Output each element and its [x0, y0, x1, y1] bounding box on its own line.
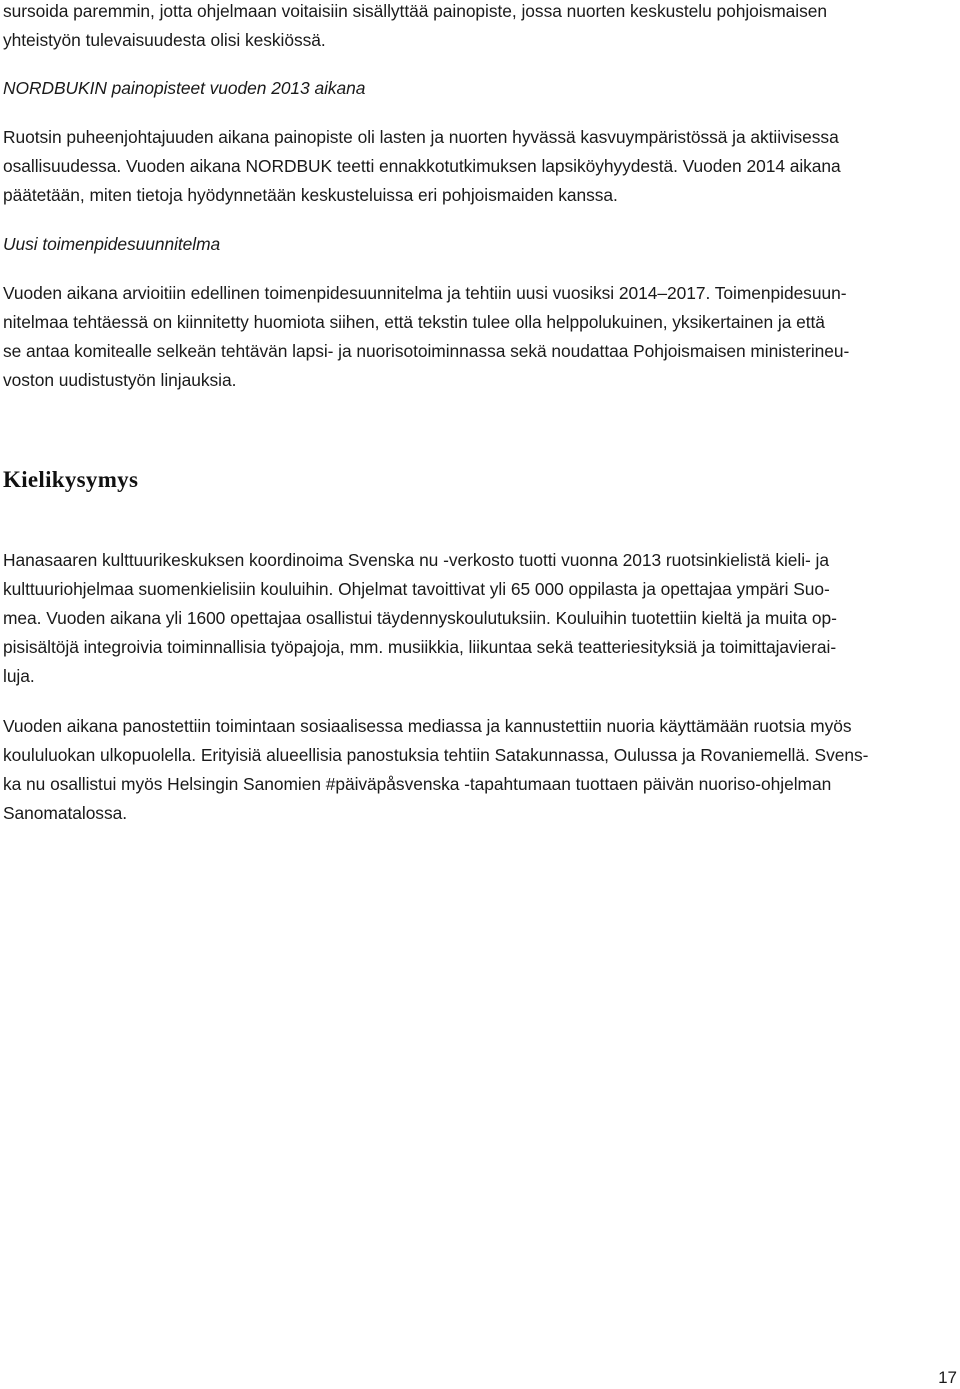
language-para1-line: luja. — [3, 666, 35, 686]
plan-line: voston uudistustyön linjauksia. — [3, 370, 237, 390]
language-para2-line: Vuoden aikana panostettiin toimintaan sosiaalisessa mediassa ja kannustettiin nuoria käyttämään ruotsia myös — [3, 716, 852, 736]
language-para1-line: mea. Vuoden aikana yli 1600 opettajaa osallistui täydennyskoulutuksiin. Kouluihin tuotettiin kieltä ja muita op- — [3, 608, 837, 628]
plan-line: se antaa komitealle selkeän tehtävän lapsi- ja nuorisotoiminnassa sekä noudattaa Pohjoismaisen ministerineu- — [3, 341, 850, 361]
section-heading-kielikysymys: Kielikysymys — [3, 467, 139, 492]
intro-line: sursoida paremmin, jotta ohjelmaan voitaisiin sisällyttää painopiste, jossa nuorten keskustelu pohjoismaisen — [3, 1, 827, 21]
nordbuk-line: osallisuudessa. Vuoden aikana NORDBUK teetti ennakkotutkimuksen lapsiköyhyydestä. Vuoden 2014 aikana — [3, 156, 841, 176]
language-para2-line: ka nu osallistui myös Helsingin Sanomien #päiväpåsvenska -tapahtumaan tuottaen päivän nuoriso-ohjelman — [3, 774, 832, 794]
nordbuk-subheading: NORDBUKIN painopisteet vuoden 2013 aikana — [3, 78, 366, 98]
intro-line: yhteistyön tulevaisuudesta olisi keskiössä. — [3, 30, 326, 50]
plan-line: Vuoden aikana arvioitiin edellinen toimenpidesuunnitelma ja tehtiin uusi vuosiksi 2014–2017. Toimenpidesuun- — [3, 283, 847, 303]
nordbuk-line: Ruotsin puheenjohtajuuden aikana painopiste oli lasten ja nuorten hyvässä kasvuympäristössä ja aktiivisessa — [3, 127, 839, 147]
language-para2-line: Sanomatalossa. — [3, 803, 128, 823]
plan-subheading: Uusi toimenpidesuunnitelma — [3, 234, 221, 254]
language-para2-line: koululuokan ulkopuolella. Erityisiä alueellisia panostuksia tehtiin Satakunnassa, Oulussa ja Rovaniemellä. Svens- — [3, 745, 869, 765]
nordbuk-line: päätetään, miten tietoja hyödynnetään keskusteluissa eri pohjoismaiden kanssa. — [3, 185, 618, 205]
language-para1-line: kulttuuriohjelmaa suomenkielisiin kouluihin. Ohjelmat tavoittivat yli 65 000 oppilasta ja opettajaa ympäri Suo- — [3, 579, 830, 599]
plan-line: nitelmaa tehtäessä on kiinnitetty huomiota siihen, että tekstin tulee olla helppolukuinen, yksikertainen ja että — [3, 312, 825, 332]
language-para1-line: pisisältöjä integroivia toiminnallisia työpajoja, mm. musiikkia, liikuntaa sekä teatteriesityksiä ja toimittajavierai- — [3, 637, 837, 657]
page-number: 17 — [938, 1368, 957, 1387]
language-para1-line: Hanasaaren kulttuurikeskuksen koordinoima Svenska nu -verkosto tuotti vuonna 2013 ruotsinkielistä kieli- ja — [3, 550, 829, 570]
